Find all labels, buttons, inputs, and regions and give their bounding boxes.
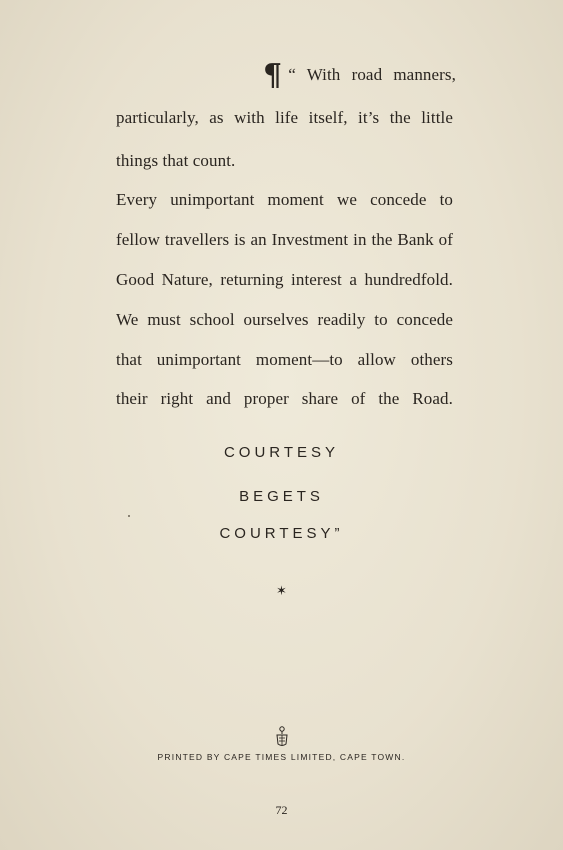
caps-line-begets: BEGETS — [239, 488, 324, 505]
text-line-1: “ With road manners, — [288, 65, 456, 84]
text-line-3: things that count. — [116, 151, 236, 170]
text-line-2: particularly, as with life itself, it’s the little — [116, 108, 453, 127]
pilcrow-icon: ¶ — [263, 58, 283, 93]
text-line-5: fellow travellers is an Investment in the Bank of — [116, 230, 453, 249]
caps-line-courtesy: COURTESY — [223, 444, 340, 461]
star-ornament-icon: ✶ — [276, 584, 287, 599]
paper-speck — [128, 515, 130, 517]
text-line-8: that unimportant moment—to allow others — [116, 350, 453, 369]
printer-emblem-icon — [274, 725, 290, 749]
printer-imprint: PRINTED BY CAPE TIMES LIMITED, CAPE TOWN. — [157, 752, 406, 762]
text-line-7: We must school ourselves readily to concede — [116, 310, 453, 329]
paragraph-opening-line — [263, 58, 456, 93]
text-line-4: Every unimportant moment we concede to — [116, 190, 453, 209]
text-line-6: Good Nature, returning interest a hundredfold. — [116, 270, 453, 289]
page-number: 72 — [275, 803, 288, 817]
caps-line-courtesy-close: COURTESY” — [219, 525, 344, 542]
text-line-9: their right and proper share of the Road. — [116, 389, 453, 408]
